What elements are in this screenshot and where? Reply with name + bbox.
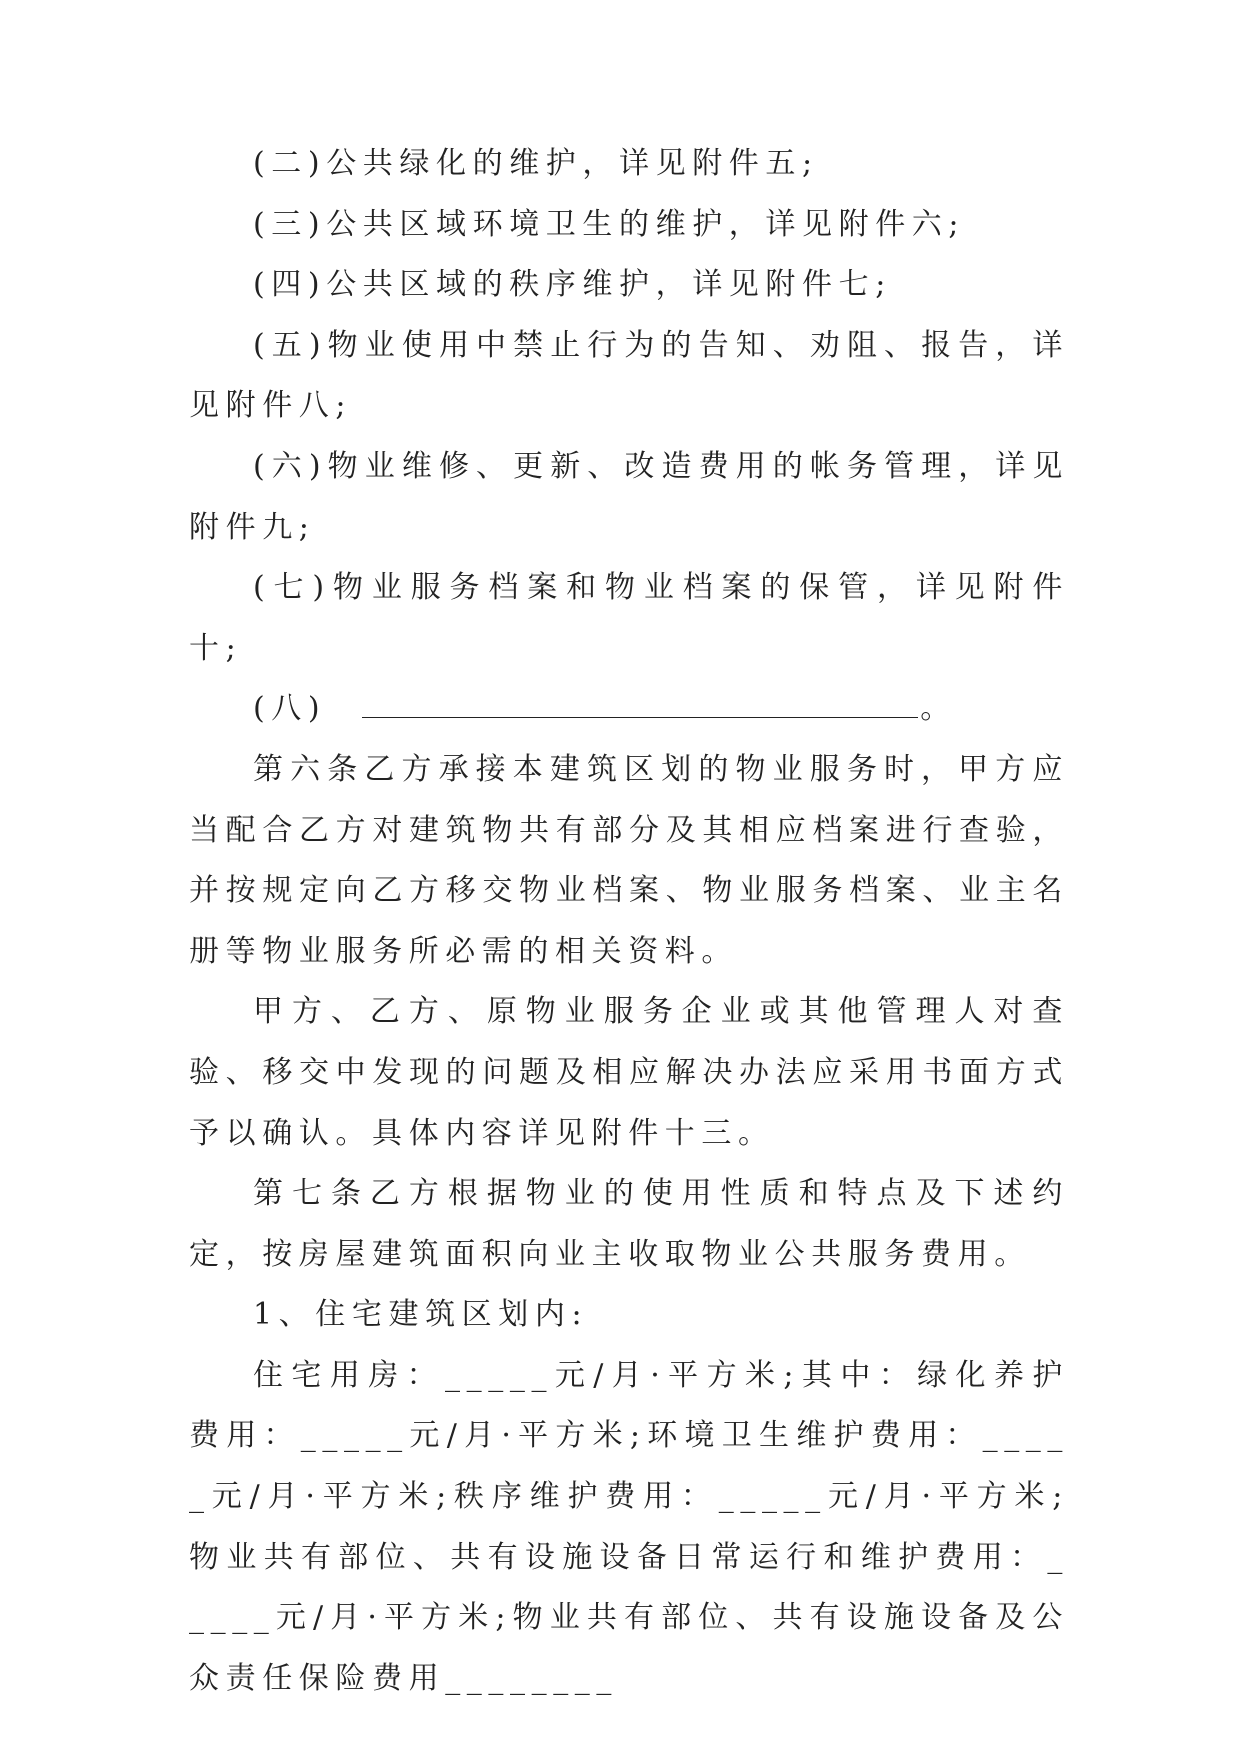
article-six: 第六条乙方承接本建筑区划的物业服务时，甲方应当配合乙方对建筑物共有部分及其相应档案进行查验，并按规定向乙方移交物业档案、物业服务档案、业主名册等物业服务所必需的相关资料。 bbox=[189, 751, 1069, 969]
item-three: (三)公共区域环境卫生的维护，详见附件六; bbox=[253, 206, 966, 242]
item-seven: (七)物业服务档案和物业档案的保管，详见附件十; bbox=[189, 570, 1069, 666]
item-one-residential: 1、住宅建筑区划内: bbox=[253, 1297, 589, 1333]
item-eight-label: (八) bbox=[253, 691, 327, 727]
article-seven: 第七条乙方根据物业的使用性质和特点及下述约定，按房屋建筑面积向业主收取物业公共服务费用。 bbox=[189, 1176, 1069, 1272]
item-two: (二)公共绿化的维护，详见附件五; bbox=[253, 146, 819, 181]
item-five: (五)物业使用中禁止行为的告知、劝阻、报告，详见附件八; bbox=[189, 327, 1069, 424]
item-six: (六)物业维修、更新、改造费用的帐务管理，详见附件九; bbox=[189, 448, 1069, 545]
document-page bbox=[189, 134, 1069, 1709]
item-eight-end: 。 bbox=[920, 691, 951, 727]
item-eight bbox=[189, 679, 1069, 740]
fee-schedule: 住宅用房：_____元/月·平方米;其中：绿化养护费用：_____元/月·平方米;环境卫生维护费用：_____元/月·平方米;秩序维护费用：_____元/月·平方米;物业共有部位、共有设施设备日常运行和维护费用：_____元/月·平方米;物业共有部位、共有设施设备及公众责任保险费用________ bbox=[189, 1357, 1069, 1696]
item-four: (四)公共区域的秩序维护，详见附件七; bbox=[253, 267, 892, 303]
fill-in-blank bbox=[362, 691, 918, 718]
article-six-confirmation: 甲方、乙方、原物业服务企业或其他管理人对查验、移交中发现的问题及相应解决办法应采用书面方式予以确认。具体内容详见附件十三。 bbox=[189, 994, 1069, 1151]
